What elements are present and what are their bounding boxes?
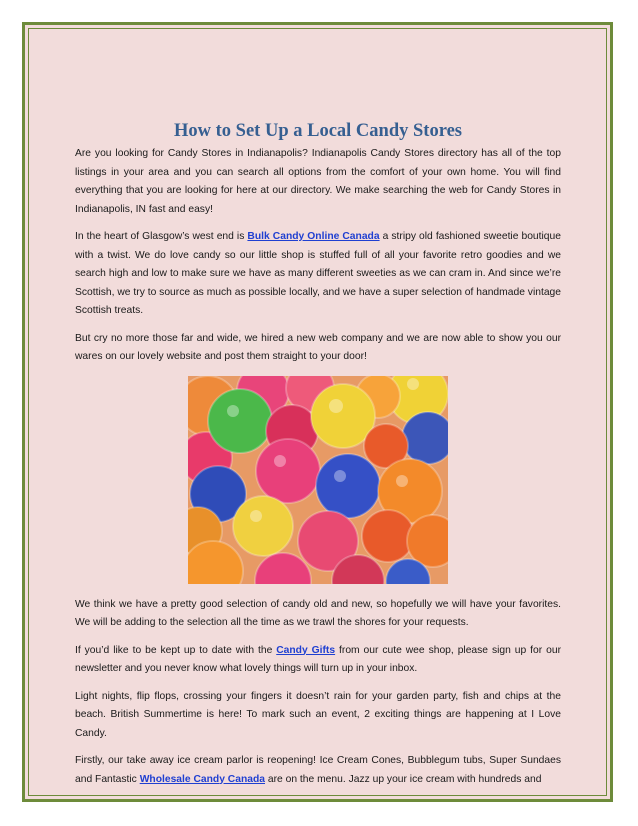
paragraph-6: Light nights, flip flops, crossing your fingers it doesn’t rain for your garden party, fish and chips at the beach. British Summertime is here! To mark such an event, 2 exciting things are happening at I Love Candy. xyxy=(75,690,561,739)
paragraph-7 xyxy=(75,752,561,789)
paragraph-5-text-end: from our cute wee shop, please sign up for our newsletter and you never know what lovely things will turn up in your inbox. xyxy=(75,644,561,674)
paragraph-2 xyxy=(75,228,561,321)
document-body xyxy=(75,119,561,798)
gumdrop-candy-image xyxy=(188,376,448,584)
page-title: How to Set Up a Local Candy Stores xyxy=(174,121,462,141)
paragraph-4: We think we have a pretty good selection of candy old and new, so hopefully we will have your favorites. We will be adding to the selection all the time as we trawl the shores for your requests. xyxy=(75,598,561,628)
paragraph-5-text-start: If you’d like to be kept up to date with the xyxy=(75,644,277,656)
wholesale-candy-canada-link[interactable]: Wholesale Candy Canada xyxy=(139,773,265,785)
paragraph-7-text-start: Firstly, our take away ice cream parlor is reopening! Ice Cream Cones, Bubblegum tubs, Super Sundaes and Fantastic xyxy=(75,755,561,785)
paragraph-7-text-end: are on the menu. Jazz up your ice cream with hundreds and xyxy=(265,773,542,785)
paragraph-2-text-start: In the heart of Glasgow’s west end is xyxy=(75,231,248,242)
document-page xyxy=(22,22,613,802)
paragraph-5 xyxy=(75,642,561,679)
bulk-candy-online-canada-link[interactable]: Bulk Candy Online Canada xyxy=(247,231,380,242)
paragraph-2-text-end: a stripy old fashioned sweetie boutique with a twist. We do love candy so our little shop is stuffed full of all your favorite retro goodies and we search high and low to make sure we have as many different sweeties as we can cram in. And since we’re Scottish, we try to source as much as possible locally, and we have a super selection of handmade vintage Scottish treats. xyxy=(75,231,561,316)
paragraph-3: But cry no more those far and wide, we hired a new web company and we are now able to show you our wares on our lovely website and post them straight to your door! xyxy=(75,332,561,362)
candy-image-container xyxy=(75,376,561,584)
paragraph-1: Are you looking for Candy Stores in Indianapolis? Indianapolis Candy Stores directory has all of the top listings in your area and you can search all options from the comfort of your own home. You will find everything that you are looking for here at our directory. We make searching the web for Candy Stores in Indianapolis, IN fast and easy! xyxy=(75,148,561,215)
candy-gifts-link[interactable]: Candy Gifts xyxy=(276,644,336,656)
